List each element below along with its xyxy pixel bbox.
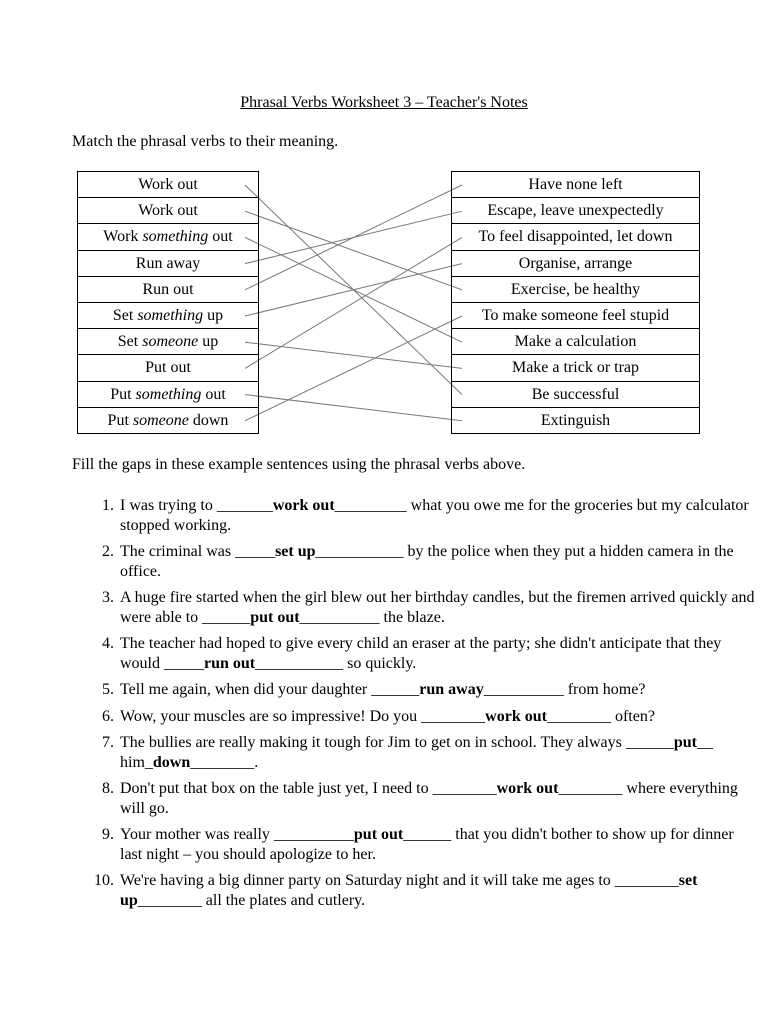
- meaning-cell: Make a calculation: [452, 329, 700, 355]
- text-run: Run out: [142, 280, 194, 298]
- sentence-item: [118, 825, 758, 864]
- text-run: Set: [117, 333, 143, 351]
- text-run: Wow, your muscles are so impressive! Do you ________: [120, 707, 486, 725]
- worksheet-title: Phrasal Verbs Worksheet 3 – Teacher's Notes: [240, 94, 528, 111]
- verb-cell: [78, 381, 259, 407]
- sentence-item: [118, 634, 758, 673]
- answer-text: put out: [250, 608, 300, 626]
- text-run: A huge fire started when the girl blew out her birthday candles, but the firemen arrived quickly and were able to ______: [120, 589, 755, 626]
- text-run: The criminal was _____: [120, 543, 276, 560]
- text-run: Work out: [138, 202, 198, 220]
- text-run: The bullies are really making it tough for Jim to get on in school. They always ______: [120, 734, 674, 751]
- text-run: Work: [103, 228, 143, 246]
- text-run: Put out: [145, 359, 191, 377]
- text-run: Set: [112, 307, 138, 325]
- meanings-column: [451, 171, 700, 434]
- text-run: someone: [142, 333, 199, 351]
- sentence-item: [118, 588, 758, 627]
- text-run: out: [208, 228, 233, 246]
- text-run: __________ the blaze.: [299, 608, 445, 626]
- answer-text: set up: [120, 872, 698, 909]
- match-instruction: Match the phrasal verbs to their meaning.: [72, 133, 339, 150]
- meaning-cell: Have none left: [452, 172, 700, 198]
- text-run: ___________ so quickly.: [255, 654, 417, 672]
- text-run: Don't put that box on the table just yet, I need to ________: [120, 780, 497, 797]
- text-run: ________.: [190, 753, 259, 771]
- meaning-cell: Be successful: [452, 381, 700, 407]
- meaning-cell: Escape, leave unexpectedly: [452, 198, 700, 224]
- verb-cell: [78, 276, 259, 302]
- verb-cell: [78, 302, 259, 328]
- answer-text: run out: [204, 654, 256, 672]
- text-run: someone: [132, 411, 189, 429]
- text-run: Run away: [135, 254, 201, 272]
- meaning-cell: Make a trick or trap: [452, 355, 700, 381]
- match-line: [245, 211, 462, 290]
- text-run: The teacher had hoped to give every child an eraser at the party; she didn't anticipate that they would _____: [120, 635, 722, 672]
- match-line: [245, 395, 462, 421]
- text-run: Work out: [138, 176, 198, 194]
- text-run: Your mother was really __________: [120, 826, 354, 843]
- match-line: [245, 264, 462, 316]
- answer-text: run away: [419, 681, 484, 698]
- text-run: Put: [110, 385, 136, 403]
- text-run: up: [198, 333, 219, 351]
- sentence-item: [118, 733, 758, 772]
- sentence-item: [118, 542, 758, 581]
- text-run: _________ what you owe me for the groceries but my calculator stopped working.: [120, 497, 749, 534]
- sentence-item: [118, 779, 758, 818]
- phrasal-verbs-column: [77, 171, 259, 434]
- meaning-cell: Exercise, be healthy: [452, 276, 700, 302]
- verb-cell: [78, 172, 259, 198]
- answer-text: put: [673, 734, 697, 751]
- fill-instruction: Fill the gaps in these example sentences using the phrasal verbs above.: [72, 456, 526, 473]
- sentence-item: [118, 707, 758, 727]
- meaning-cell: To feel disappointed, let down: [452, 224, 700, 250]
- text-run: ________ where everything will go.: [120, 780, 738, 817]
- text-run: ________ all the plates and cutlery.: [137, 891, 366, 909]
- text-run: ___________ by the police when they put a hidden camera in the office.: [120, 543, 734, 580]
- match-line: [245, 342, 462, 368]
- answer-text: work out: [485, 707, 547, 725]
- meaning-cell: Extinguish: [452, 407, 700, 433]
- text-run: I was trying to _______: [120, 497, 273, 514]
- match-line: [245, 316, 462, 421]
- sentence-item: [118, 496, 758, 535]
- answer-text: work out: [496, 780, 559, 797]
- text-run: ________ often?: [546, 707, 655, 725]
- verb-cell: [78, 329, 259, 355]
- meaning-cell: Organise, arrange: [452, 250, 700, 276]
- verb-cell: [78, 198, 259, 224]
- text-run: something: [135, 385, 202, 403]
- verb-cell: [78, 407, 259, 433]
- text-run: something: [142, 228, 209, 246]
- meaning-cell: To make someone feel stupid: [452, 302, 700, 328]
- sentence-item: [118, 680, 758, 700]
- answer-text: put out: [353, 826, 404, 843]
- text-run: __________ from home?: [483, 681, 646, 698]
- match-line: [245, 185, 462, 290]
- text-run: ______ that you didn't bother to show up for dinner last night – you should apologize to her.: [120, 826, 734, 863]
- sentence-list: [72, 496, 758, 917]
- answer-text: work out: [272, 497, 335, 514]
- text-run: __ him_: [120, 734, 713, 771]
- answer-text: set up: [275, 543, 316, 560]
- text-run: Tell me again, when did your daughter ______: [120, 681, 420, 698]
- answer-text: down: [152, 753, 191, 771]
- sentence-item: [118, 871, 758, 910]
- text-run: Put: [107, 411, 133, 429]
- text-run: up: [203, 307, 224, 325]
- text-run: out: [201, 385, 226, 403]
- text-run: down: [188, 411, 229, 429]
- match-line: [245, 237, 462, 368]
- verb-cell: [78, 355, 259, 381]
- verb-cell: [78, 224, 259, 250]
- text-run: something: [137, 307, 204, 325]
- verb-cell: [78, 250, 259, 276]
- text-run: We're having a big dinner party on Saturday night and it will take me ages to ________: [120, 872, 679, 889]
